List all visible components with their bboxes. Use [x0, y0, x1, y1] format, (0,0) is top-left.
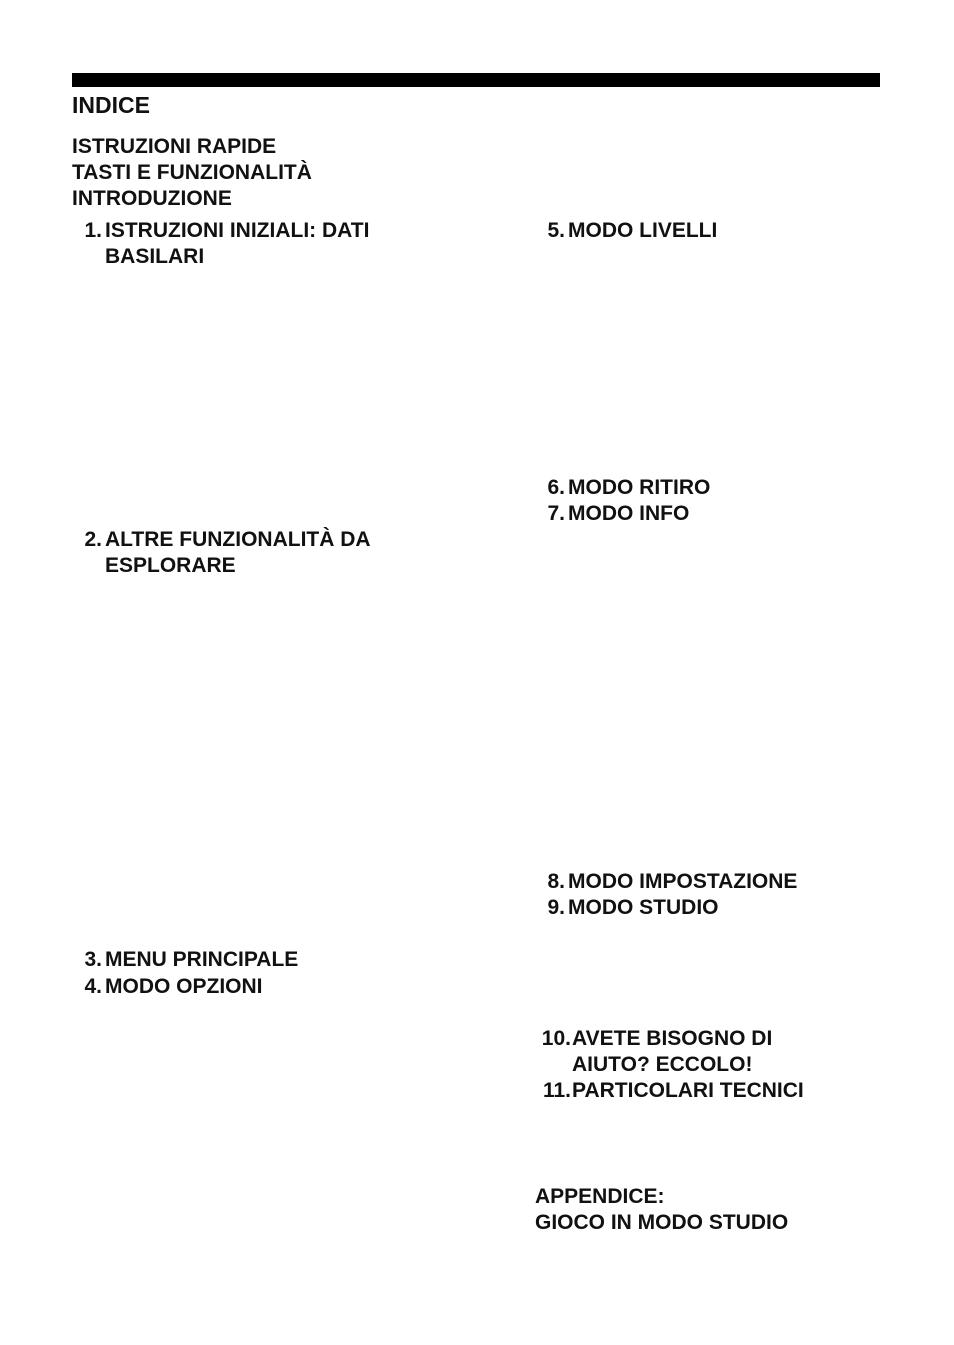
- toc-entry-number: 2.: [84, 528, 102, 551]
- toc-entry-number: 10.: [541, 1027, 571, 1050]
- toc-appendix-title: GIOCO IN MODO STUDIO: [535, 1211, 789, 1234]
- toc-entry-title: ALTRE FUNZIONALITÀ DA: [105, 528, 371, 551]
- toc-entry-number: 7.: [547, 502, 565, 525]
- toc-entry-title: MODO IMPOSTAZIONE: [568, 870, 798, 893]
- toc-entry-title: MODO RITIRO: [568, 476, 711, 499]
- toc-entry-number: 11.: [542, 1079, 571, 1102]
- toc-entry-title: MENU PRINCIPALE: [105, 948, 299, 971]
- toc-entry-number: 3.: [84, 948, 102, 971]
- toc-entry-number: 6.: [547, 476, 565, 499]
- toc-entry-title: ISTRUZIONI INIZIALI: DATI: [105, 219, 370, 242]
- toc-entry-title: MODO LIVELLI: [568, 219, 718, 242]
- toc-entry-number: 8.: [547, 870, 565, 893]
- toc-entry-title-line2: AIUTO? ECCOLO!: [572, 1053, 753, 1076]
- toc-entry-title: PARTICOLARI TECNICI: [572, 1079, 804, 1102]
- toc-entry-number: 9.: [547, 896, 565, 919]
- toc-entry-title-line2: ESPLORARE: [105, 554, 236, 577]
- top-rule: [72, 73, 880, 87]
- toc-appendix-label: APPENDICE:: [535, 1185, 665, 1208]
- toc-intro-quick-instructions: ISTRUZIONI RAPIDE: [72, 135, 277, 158]
- toc-entry-title: AVETE BISOGNO DI: [572, 1027, 773, 1050]
- toc-entry-title: MODO INFO: [568, 502, 690, 525]
- toc-intro-introduction: INTRODUZIONE: [72, 187, 232, 210]
- toc-entry-title: MODO OPZIONI: [105, 975, 263, 998]
- toc-entry-number: 4.: [84, 975, 102, 998]
- page-title: INDICE: [72, 92, 150, 118]
- toc-entry-title: MODO STUDIO: [568, 896, 719, 919]
- toc-entry-number: 1.: [84, 219, 102, 242]
- toc-entry-title-line2: BASILARI: [105, 245, 205, 268]
- toc-entry-number: 5.: [547, 219, 565, 242]
- toc-intro-keys-functions: TASTI E FUNZIONALITÀ: [72, 161, 312, 184]
